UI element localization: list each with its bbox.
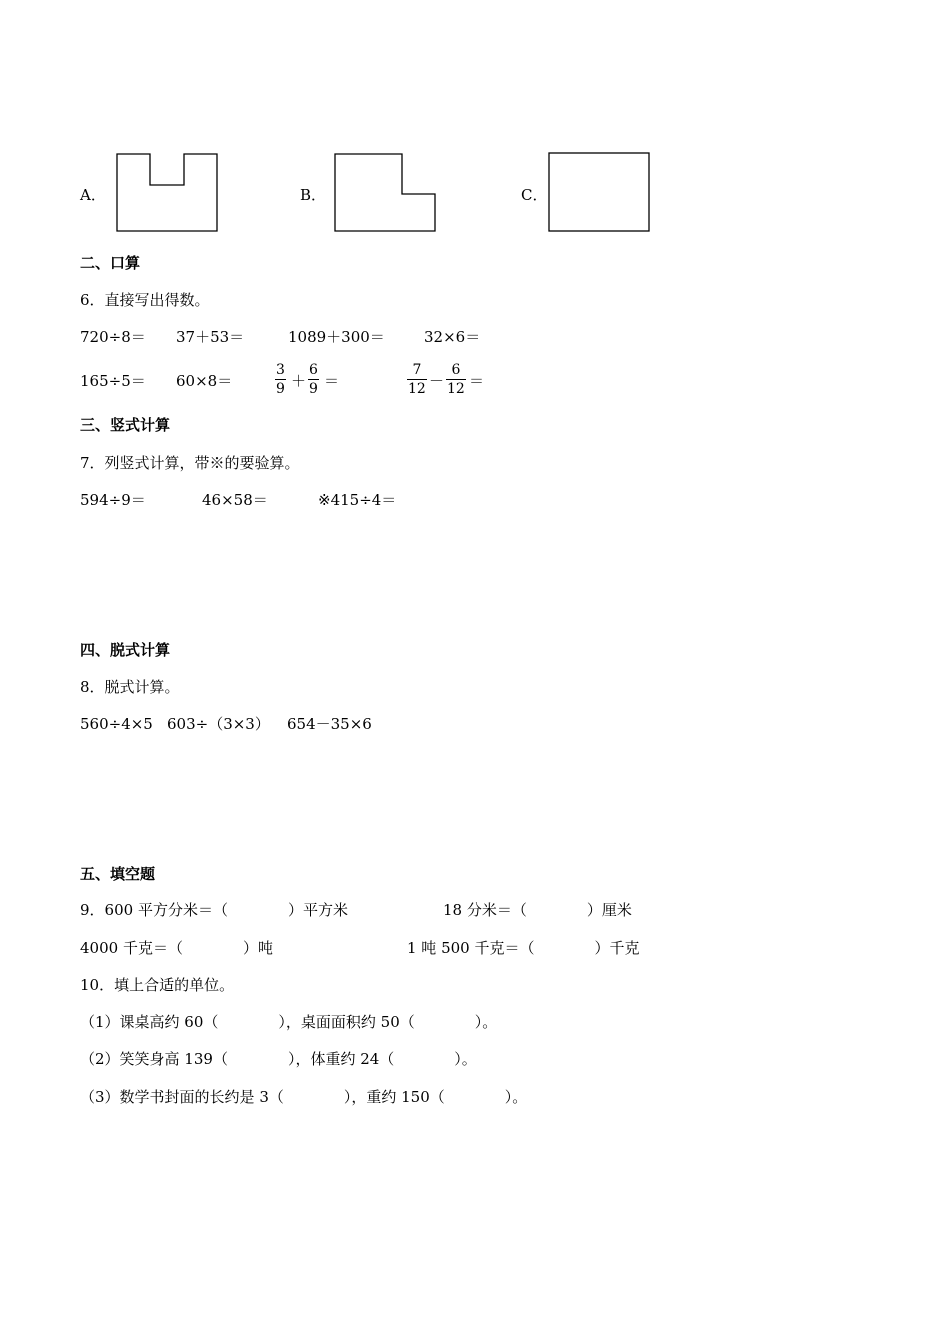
numerator: 7 <box>412 362 422 378</box>
question-9-part: 4000 千克＝（ ）吨 <box>80 939 273 957</box>
calc-item: 46×58＝ <box>202 491 268 509</box>
question-10-item: （2）笑笑身高 139（ ），体重约 24（ ）。 <box>80 1050 477 1068</box>
fraction <box>275 362 286 397</box>
question-6: 6．直接写出得数。 <box>80 291 210 309</box>
question-10-item: （1）课桌高约 60（ ），桌面面积约 50（ ）。 <box>80 1013 498 1031</box>
calc-item: 165÷5＝ <box>80 372 146 390</box>
denominator: 12 <box>408 381 426 397</box>
option-a-shape <box>116 153 219 233</box>
fraction <box>407 362 427 397</box>
option-c-label: C． <box>521 186 548 204</box>
section-heading-fill-blank: 五、填空题 <box>80 865 156 883</box>
equals-sign: ＝ <box>324 372 340 390</box>
denominator: 9 <box>309 381 318 397</box>
numerator: 6 <box>451 362 461 378</box>
operator: － <box>429 372 445 390</box>
numerator: 3 <box>276 362 285 378</box>
fraction <box>308 362 319 397</box>
calc-item: 32×6＝ <box>424 328 481 346</box>
calc-item: 603÷（3×3） <box>167 715 270 733</box>
question-9-part: 9．600 平方分米＝（ ）平方米 <box>80 901 348 919</box>
section-heading-oral: 二、口算 <box>80 254 141 272</box>
fraction-bar <box>308 379 319 380</box>
section-heading-stepwise: 四、脱式计算 <box>80 641 171 659</box>
question-7: 7．列竖式计算，带※的要验算。 <box>80 454 300 472</box>
question-8: 8．脱式计算。 <box>80 678 180 696</box>
operator: ＋ <box>291 372 307 390</box>
denominator: 12 <box>447 381 465 397</box>
fraction-bar <box>275 379 286 380</box>
calc-item: 594÷9＝ <box>80 491 146 509</box>
option-b-label: B． <box>300 186 327 204</box>
option-b-shape <box>334 153 437 233</box>
calc-item: 60×8＝ <box>176 372 233 390</box>
calc-item: 37＋53＝ <box>176 328 245 346</box>
question-10-item: （3）数学书封面的长约是 3（ ），重约 150（ ）。 <box>80 1088 528 1106</box>
question-9-part: 1 吨 500 千克＝（ ）千克 <box>407 939 640 957</box>
fraction <box>446 362 466 397</box>
option-a-label: A． <box>80 186 106 204</box>
calc-item: ※415÷4＝ <box>318 491 397 509</box>
calc-item: 1089＋300＝ <box>288 328 385 346</box>
section-heading-vertical: 三、竖式计算 <box>80 416 171 434</box>
calc-item: 654－35×6 <box>287 715 372 733</box>
calc-item: 560÷4×5 <box>80 715 153 733</box>
question-10: 10．填上合适的单位。 <box>80 976 235 994</box>
fraction-bar <box>446 379 466 380</box>
calc-item: 720÷8＝ <box>80 328 146 346</box>
denominator: 9 <box>276 381 285 397</box>
fraction-bar <box>407 379 427 380</box>
equals-sign: ＝ <box>469 372 485 390</box>
question-9-part: 18 分米＝（ ）厘米 <box>443 901 632 919</box>
option-c-shape <box>548 152 651 233</box>
numerator: 6 <box>309 362 318 378</box>
